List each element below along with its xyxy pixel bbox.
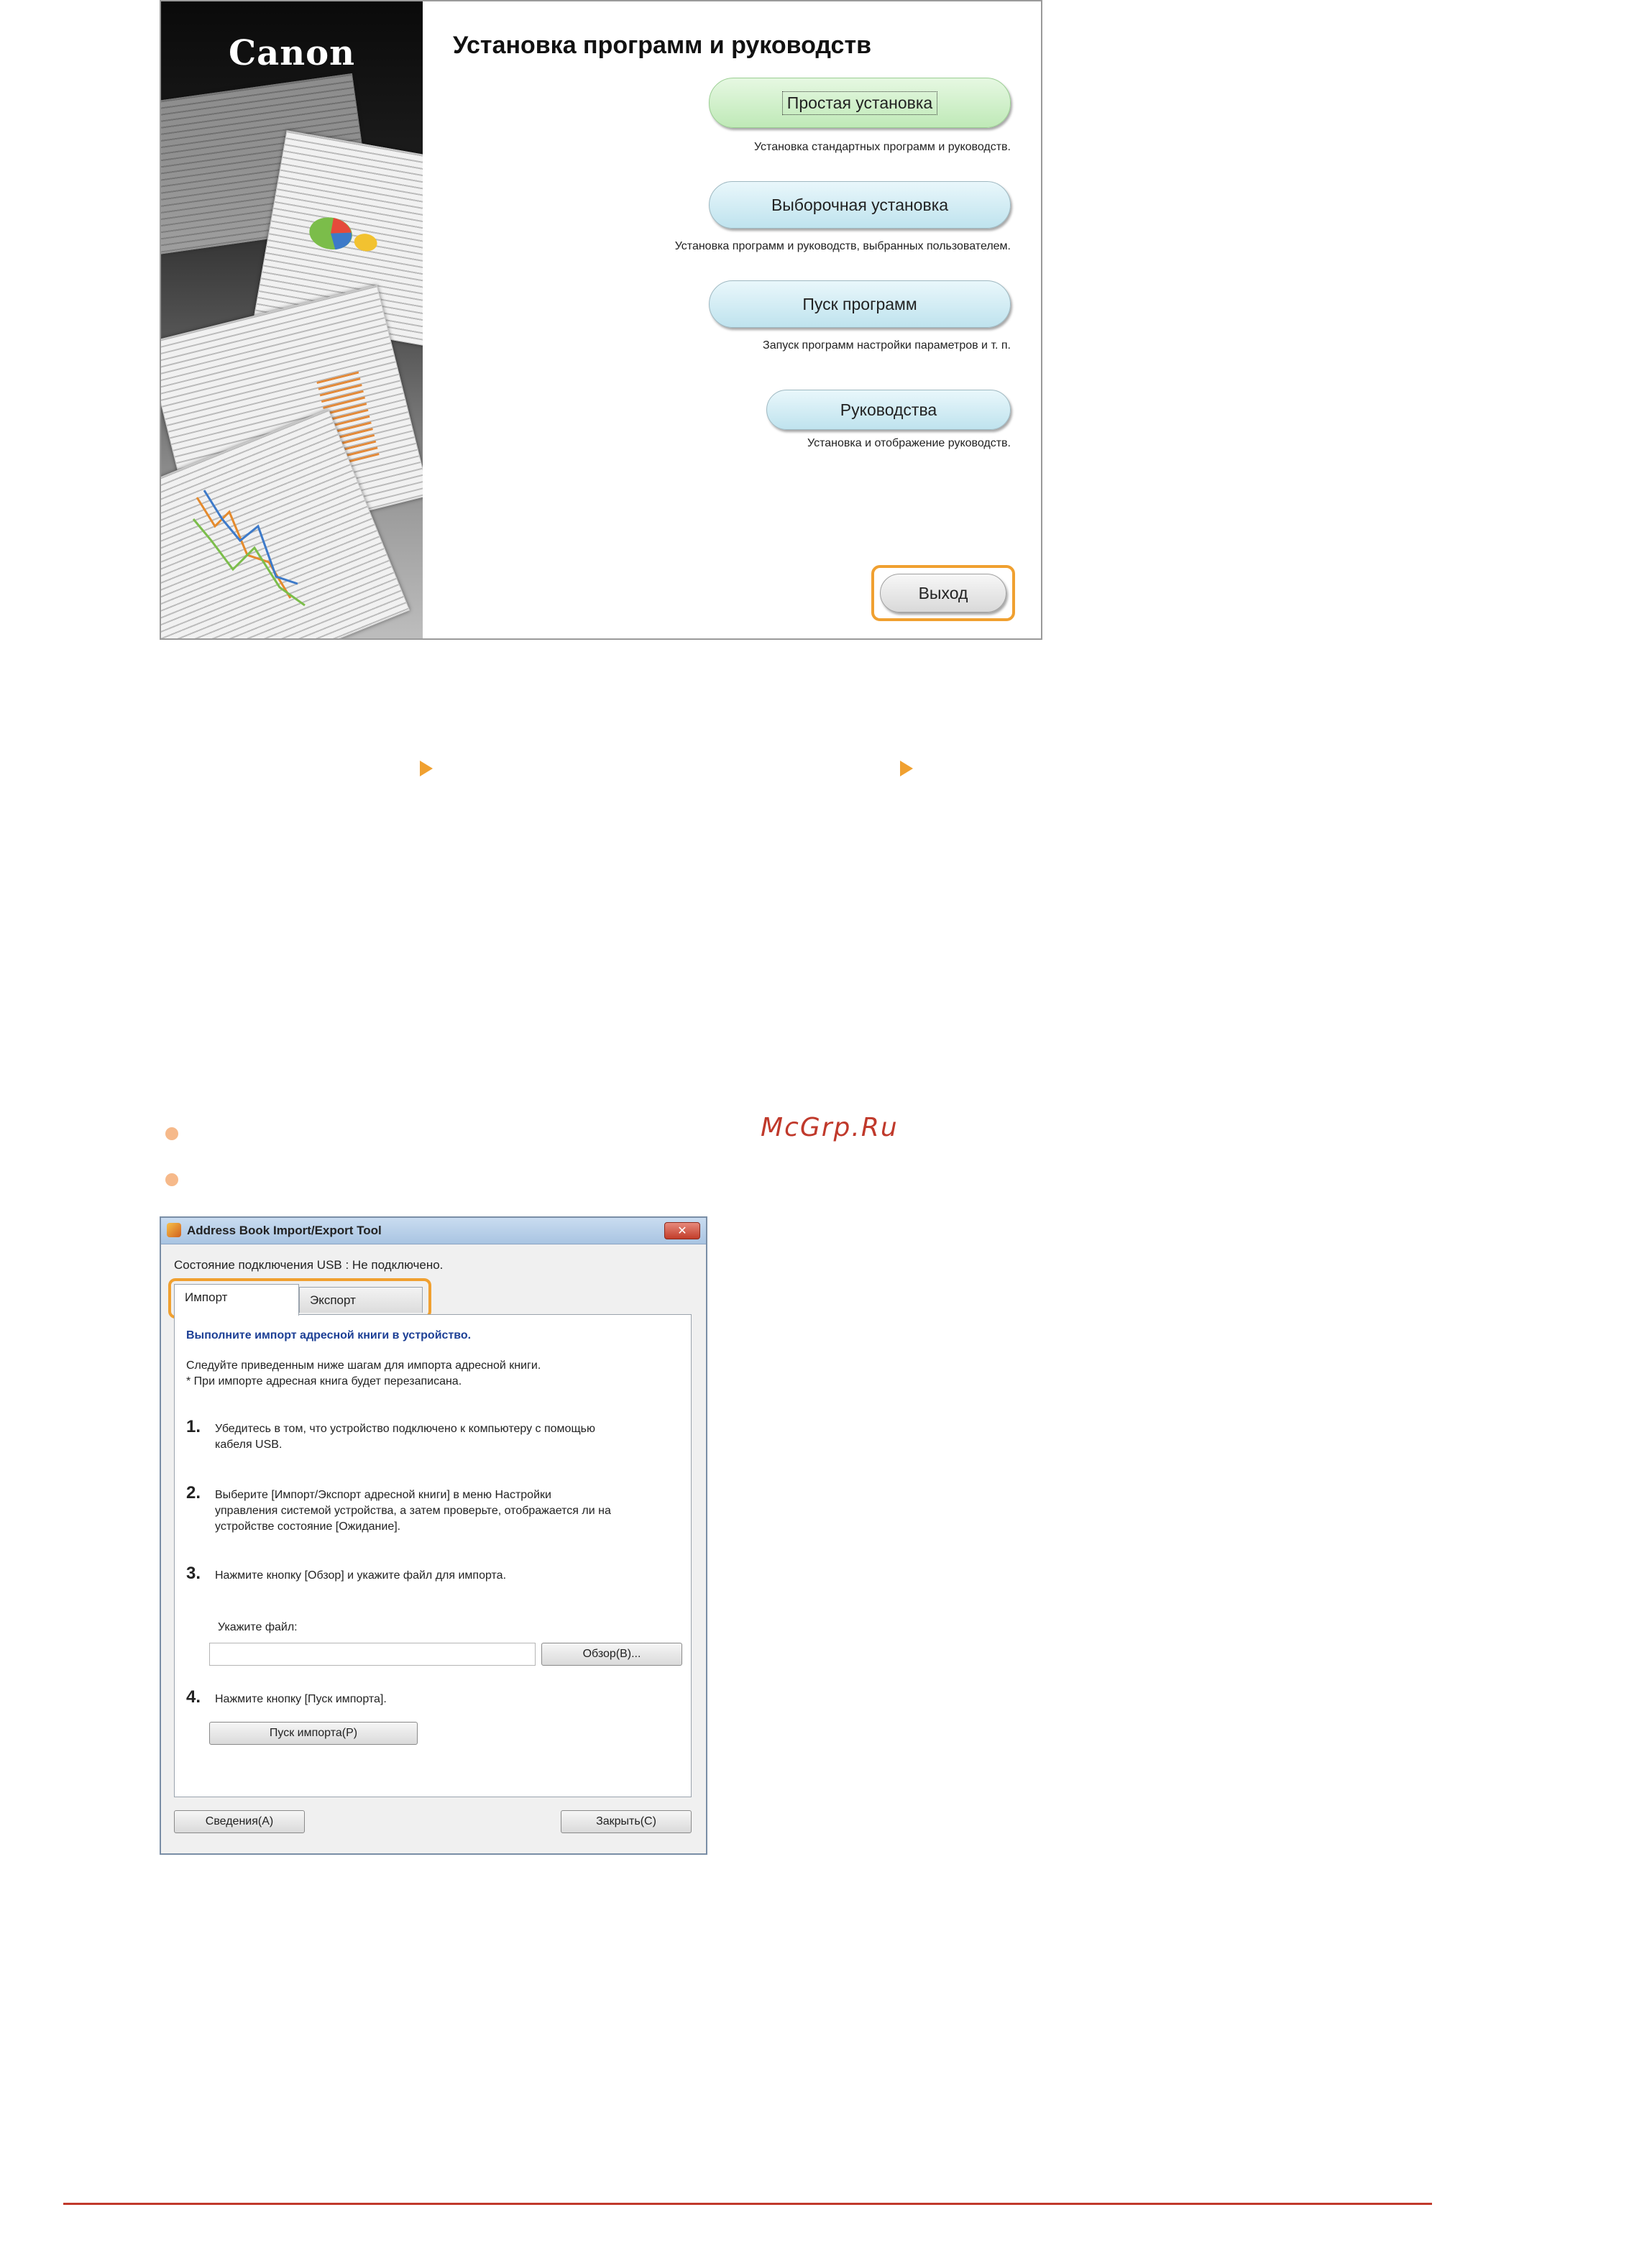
manuals-description: Установка и отображение руководств. bbox=[807, 437, 1011, 449]
bullet-dot-icon bbox=[165, 1173, 178, 1186]
installer-side-banner bbox=[161, 1, 423, 638]
info-button[interactable]: Сведения(А) bbox=[174, 1810, 305, 1833]
bullet-dot-icon bbox=[165, 1127, 178, 1140]
installer-title: Установка программ и руководств bbox=[453, 32, 872, 59]
line-chart-graphic bbox=[190, 476, 319, 620]
start-programs-description: Запуск программ настройки параметров и т. п. bbox=[763, 339, 1011, 352]
dialog-title: Address Book Import/Export Tool bbox=[187, 1224, 382, 1237]
custom-install-button[interactable] bbox=[709, 181, 1011, 229]
file-label: Укажите файл: bbox=[218, 1621, 298, 1633]
manuals-button[interactable] bbox=[766, 390, 1011, 430]
canon-logo: Canon bbox=[228, 33, 356, 73]
step-text: Убедитесь в том, что устройство подключено к компьютеру с помощью bbox=[215, 1423, 595, 1435]
close-icon[interactable]: ✕ bbox=[664, 1222, 700, 1239]
step-text: кабеля USB. bbox=[215, 1439, 283, 1451]
simple-install-label: Простая установка bbox=[782, 91, 937, 115]
file-path-input[interactable] bbox=[209, 1643, 536, 1666]
dialog-titlebar bbox=[161, 1218, 706, 1244]
tab-import[interactable]: Импорт bbox=[174, 1284, 299, 1316]
installer-window bbox=[160, 0, 1042, 640]
import-panel bbox=[174, 1314, 692, 1797]
footer-divider bbox=[63, 2203, 1432, 2205]
step-text: Нажмите кнопку [Пуск импорта]. bbox=[215, 1693, 387, 1705]
step-number: 4. bbox=[186, 1687, 201, 1707]
app-icon bbox=[167, 1223, 181, 1237]
custom-install-description: Установка программ и руководств, выбранных пользователем. bbox=[674, 240, 1011, 252]
start-programs-button[interactable] bbox=[709, 280, 1011, 328]
step-text: Нажмите кнопку [Обзор] и укажите файл для импорта. bbox=[215, 1569, 507, 1582]
simple-install-description: Установка стандартных программ и руководств. bbox=[753, 141, 1011, 153]
arrow-right-icon bbox=[900, 761, 913, 776]
address-book-tool-window bbox=[160, 1216, 707, 1855]
watermark: McGrp.Ru bbox=[761, 1113, 899, 1142]
close-button[interactable]: Закрыть(С) bbox=[561, 1810, 692, 1833]
browse-button[interactable]: Обзор(В)... bbox=[541, 1643, 682, 1666]
intro-line: Следуйте приведенным ниже шагам для импорта адресной книги. bbox=[186, 1359, 541, 1372]
usb-status-text: Состояние подключения USB : Не подключено. bbox=[174, 1258, 444, 1272]
exit-label: Выход bbox=[918, 583, 968, 602]
step-text: управления системой устройства, а затем проверьте, отображается ли на bbox=[215, 1505, 611, 1517]
step-text: Выберите [Импорт/Экспорт адресной книги] в меню Настройки bbox=[215, 1489, 551, 1501]
panel-heading: Выполните импорт адресной книги в устройство. bbox=[186, 1329, 472, 1341]
manuals-label: Руководства bbox=[840, 400, 937, 419]
step-number: 2. bbox=[186, 1483, 201, 1503]
tab-export[interactable]: Экспорт bbox=[299, 1287, 423, 1313]
step-number: 1. bbox=[186, 1417, 201, 1436]
step-number: 3. bbox=[186, 1564, 201, 1583]
exit-button[interactable] bbox=[880, 574, 1006, 613]
simple-install-button[interactable] bbox=[709, 78, 1011, 128]
arrow-right-icon bbox=[420, 761, 433, 776]
custom-install-label: Выборочная установка bbox=[771, 195, 949, 214]
start-import-button[interactable]: Пуск импорта(Р) bbox=[209, 1722, 418, 1745]
intro-note: * При импорте адресная книга будет перезаписана. bbox=[186, 1375, 462, 1387]
step-text: устройстве состояние [Ожидание]. bbox=[215, 1520, 401, 1533]
start-programs-label: Пуск программ bbox=[802, 294, 917, 313]
